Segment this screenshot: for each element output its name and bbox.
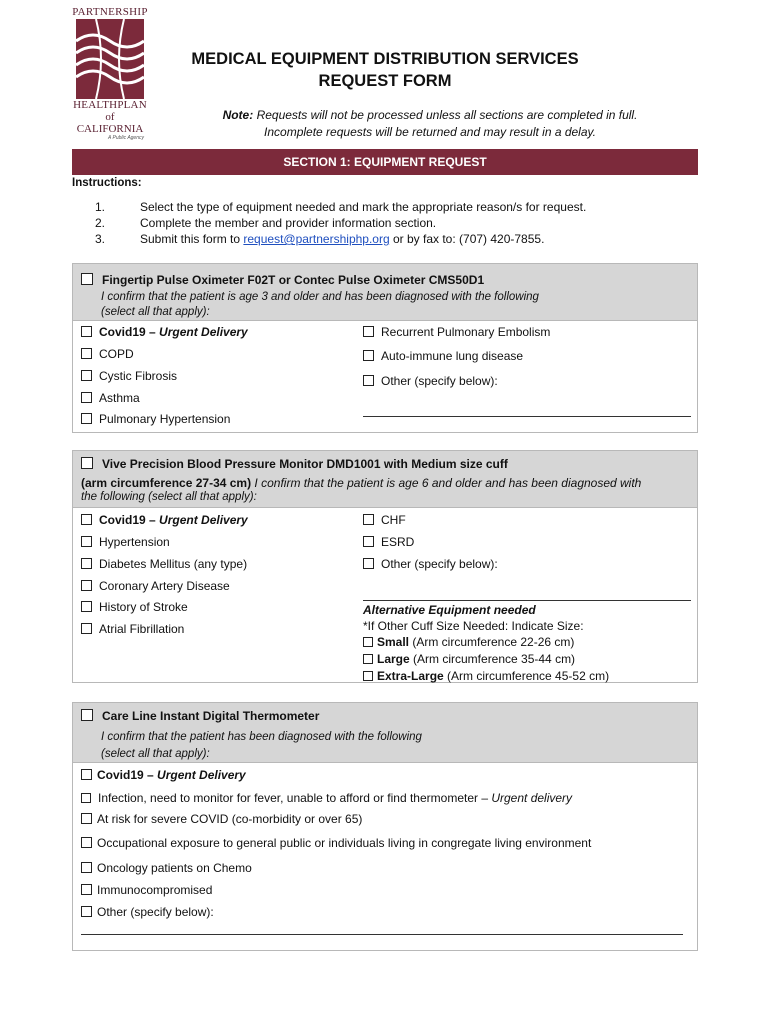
thermometer-header <box>73 703 697 763</box>
instruction-number: 3. <box>95 232 106 246</box>
thermometer-title: Care Line Instant Digital Thermometer <box>102 709 320 723</box>
option-label: CHF <box>381 513 406 527</box>
thermometer-option <box>81 812 362 826</box>
logo-top-text: PARTNERSHIP <box>72 6 148 18</box>
oximeter-asthma-checkbox[interactable] <box>81 392 92 403</box>
bp-monitor-header <box>73 451 697 508</box>
option-label: Covid19 <box>97 768 144 782</box>
bp-option <box>363 513 406 527</box>
note-line1 <box>150 107 710 123</box>
oximeter-copd-checkbox[interactable] <box>81 348 92 359</box>
logo-bottom-text: of CALIFORNIA <box>76 111 144 135</box>
bp-subtitle-row <box>81 476 641 490</box>
option-label: Other (specify below): <box>97 905 214 919</box>
instruction-text: Submit this form to <box>140 232 244 246</box>
note-label: Note: <box>222 108 254 122</box>
bp-title: Vive Precision Blood Pressure Monitor DMD1001 with Medium size cuff <box>102 457 508 471</box>
thermometer-confirm-line2: (select all that apply): <box>101 748 210 760</box>
bp-confirm-line2: the following (select all that apply): <box>81 491 257 503</box>
thermometer-option <box>81 905 214 919</box>
oximeter-autoimmune-checkbox[interactable] <box>363 350 374 361</box>
bp-covid-checkbox[interactable] <box>81 514 92 525</box>
oximeter-header <box>73 264 697 321</box>
oximeter-option <box>81 391 140 405</box>
oximeter-title: Fingertip Pulse Oximeter F02T or Contec Pulse Oximeter CMS50D1 <box>102 273 485 287</box>
option-urgent: Urgent Delivery <box>159 513 248 527</box>
oximeter-option <box>363 374 498 388</box>
oximeter-option <box>81 325 248 339</box>
section1-header: SECTION 1: EQUIPMENT REQUEST <box>72 149 698 175</box>
size-desc: (Arm circumference 45-52 cm) <box>443 669 610 683</box>
option-label: At risk for severe COVID (co-morbidity or over 65) <box>97 812 363 826</box>
option-label: ESRD <box>381 535 415 549</box>
oximeter-option <box>81 347 134 361</box>
instruction-number: 2. <box>95 216 106 230</box>
oximeter-option <box>81 369 177 383</box>
logo-tagline: A Public Agency <box>107 135 144 141</box>
size-desc: (Arm circumference 22-26 cm) <box>409 635 575 649</box>
partnership-logo <box>72 6 148 141</box>
oximeter-covid-checkbox[interactable] <box>81 326 92 337</box>
logo-middle-text: HEALTHPLAN <box>73 99 147 111</box>
thermometer-option <box>81 768 246 782</box>
thermometer-option <box>81 791 572 805</box>
instruction-text: Complete the member and provider information section. <box>140 216 437 230</box>
note-text: Requests will not be processed unless all sections are completed in full. <box>253 108 638 122</box>
oximeter-section <box>72 263 698 433</box>
option-label: Diabetes Mellitus (any type) <box>99 557 248 571</box>
option-label: Occupational exposure to general public or individuals living in congregate living environment <box>97 836 592 850</box>
bp-subtitle: (arm circumference 27-34 cm) <box>81 476 252 490</box>
bp-other-checkbox[interactable] <box>363 558 374 569</box>
oximeter-other-checkbox[interactable] <box>363 375 374 386</box>
bp-option <box>363 557 498 571</box>
option-label: Coronary Artery Disease <box>99 579 230 593</box>
bp-diabetes-checkbox[interactable] <box>81 558 92 569</box>
instruction-item <box>95 200 586 214</box>
thermo-other-checkbox[interactable] <box>81 906 92 917</box>
bp-chf-checkbox[interactable] <box>363 514 374 525</box>
thermometer-option <box>81 836 591 850</box>
thermo-occupational-checkbox[interactable] <box>81 837 92 848</box>
option-label: Infection, need to monitor for fever, unable to afford or find thermometer – <box>98 791 492 805</box>
instruction-text: Select the type of equipment needed and mark the appropriate reason/s for request. <box>140 200 587 214</box>
option-dash: – <box>143 768 158 782</box>
bp-size-option <box>363 669 609 683</box>
bp-option <box>81 557 247 571</box>
option-label: Asthma <box>99 391 140 405</box>
instructions-heading: Instructions: <box>72 177 142 189</box>
option-dash: – <box>145 325 160 339</box>
logo-emblem-icon <box>76 19 144 99</box>
option-label: COPD <box>99 347 134 361</box>
bp-size-large-checkbox[interactable] <box>363 654 373 664</box>
option-urgent: Urgent Delivery <box>157 768 246 782</box>
form-title-line1: MEDICAL EQUIPMENT DISTRIBUTION SERVICES <box>191 50 579 68</box>
option-dash: – <box>145 513 160 527</box>
bp-title-row <box>81 457 508 471</box>
bp-size-option <box>363 635 574 649</box>
option-label: Covid19 <box>99 513 146 527</box>
bp-afib-checkbox[interactable] <box>81 623 92 634</box>
instruction-number: 1. <box>95 200 106 214</box>
bp-size-xl-checkbox[interactable] <box>363 671 373 681</box>
thermometer-option <box>81 861 252 875</box>
thermometer-title-row <box>81 709 319 723</box>
oximeter-rpe-checkbox[interactable] <box>363 326 374 337</box>
option-label: Cystic Fibrosis <box>99 369 178 383</box>
instruction-text-after: or by fax to: (707) 420-7855. <box>389 232 545 246</box>
option-label: Recurrent Pulmonary Embolism <box>381 325 551 339</box>
bp-monitor-section <box>72 450 698 683</box>
option-label: Covid19 <box>99 325 146 339</box>
note-line2: Incomplete requests will be returned and may result in a delay. <box>264 125 596 139</box>
thermometer-section <box>72 702 698 951</box>
oximeter-other-specify-field[interactable] <box>363 416 691 417</box>
option-label: Hypertension <box>99 535 170 549</box>
bp-cad-checkbox[interactable] <box>81 580 92 591</box>
bp-stroke-checkbox[interactable] <box>81 601 92 612</box>
size-name: Extra-Large <box>377 669 444 683</box>
bp-option <box>81 535 170 549</box>
bp-hypertension-checkbox[interactable] <box>81 536 92 547</box>
bp-select-checkbox[interactable] <box>81 457 93 469</box>
option-label: Immunocompromised <box>97 883 213 897</box>
bp-alt-note: *If Other Cuff Size Needed: Indicate Size: <box>363 619 584 633</box>
thermo-immuno-checkbox[interactable] <box>81 884 92 895</box>
option-label: Oncology patients on Chemo <box>97 861 252 875</box>
thermo-infection-checkbox[interactable] <box>81 793 91 803</box>
form-title-line2: REQUEST FORM <box>318 72 452 90</box>
option-label: History of Stroke <box>99 600 188 614</box>
oximeter-option <box>363 325 550 339</box>
thermometer-confirm-line1: I confirm that the patient has been diagnosed with the following <box>101 731 422 743</box>
oximeter-confirm-line1: I confirm that the patient is age 3 and older and has been diagnosed with the following <box>101 291 539 303</box>
oximeter-title-row <box>81 273 484 287</box>
bp-option <box>81 600 188 614</box>
option-label: Auto-immune lung disease <box>381 349 524 363</box>
option-urgent: Urgent delivery <box>491 791 573 805</box>
size-name: Large <box>377 652 410 666</box>
thermometer-option <box>81 883 212 897</box>
option-label: Pulmonary Hypertension <box>99 412 231 426</box>
oximeter-select-checkbox[interactable] <box>81 273 93 285</box>
oximeter-cf-checkbox[interactable] <box>81 370 92 381</box>
thermo-covid-checkbox[interactable] <box>81 769 92 780</box>
thermometer-select-checkbox[interactable] <box>81 709 93 721</box>
size-name: Small <box>377 635 410 649</box>
size-desc: (Arm circumference 35-44 cm) <box>409 652 576 666</box>
oximeter-confirm-line2: (select all that apply): <box>101 306 210 318</box>
bp-option <box>81 622 184 636</box>
bp-other-specify-field[interactable] <box>363 600 691 601</box>
bp-alt-heading: Alternative Equipment needed <box>363 603 536 617</box>
oximeter-option <box>363 349 523 363</box>
instruction-item <box>95 216 436 230</box>
oximeter-ph-checkbox[interactable] <box>81 413 92 424</box>
oximeter-option <box>81 412 230 426</box>
thermo-oncology-checkbox[interactable] <box>81 862 92 873</box>
email-link[interactable]: request@partnershiphp.org <box>243 232 390 246</box>
bp-option <box>81 579 230 593</box>
instruction-item <box>95 232 544 246</box>
bp-option <box>363 535 414 549</box>
bp-confirm-line1: I confirm that the patient is age 6 and older and has been diagnosed with <box>251 476 642 490</box>
option-urgent: Urgent Delivery <box>159 325 248 339</box>
option-label: Other (specify below): <box>381 374 498 388</box>
bp-option <box>81 513 248 527</box>
bp-size-small-checkbox[interactable] <box>363 637 373 647</box>
option-label: Other (specify below): <box>381 557 498 571</box>
bp-size-option <box>363 652 575 666</box>
option-label: Atrial Fibrillation <box>99 622 185 636</box>
thermo-atrisk-checkbox[interactable] <box>81 813 92 824</box>
thermo-other-specify-field[interactable] <box>81 934 683 935</box>
bp-esrd-checkbox[interactable] <box>363 536 374 547</box>
